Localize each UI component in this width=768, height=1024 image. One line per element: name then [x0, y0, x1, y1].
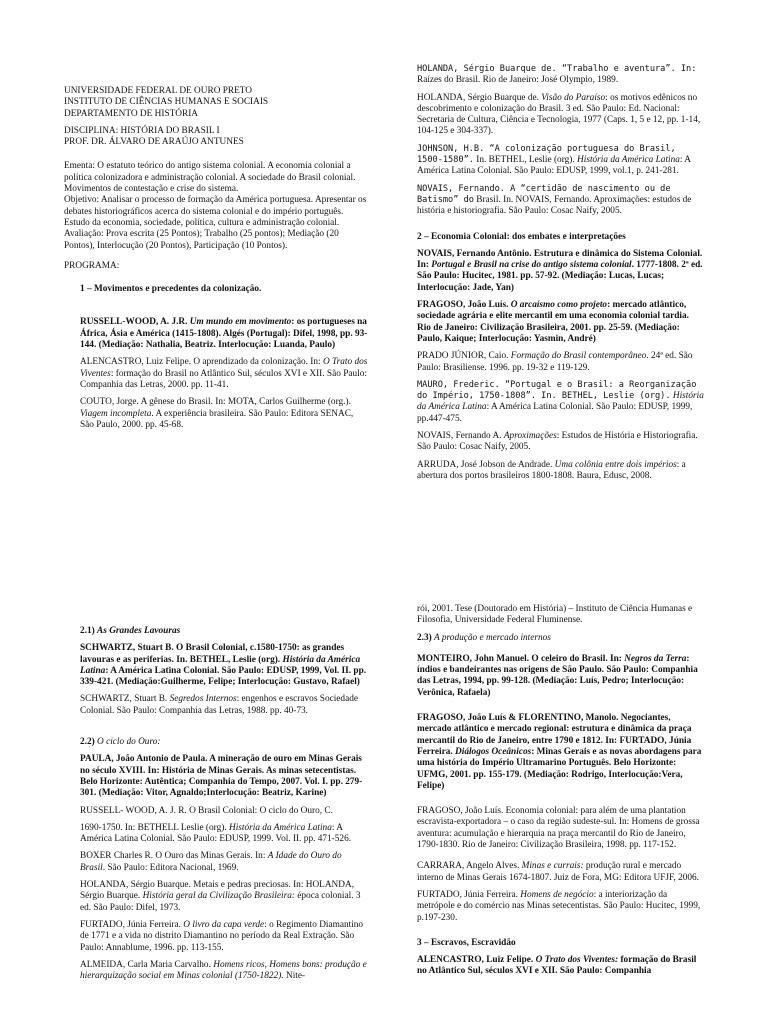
- reference-russell-wood-ouro-2: 1690-1750. In: BETHELL Leslie (org). História da América Latina: A América Latina Colonial. São Paulo: EDUSP, 1999. Vol. II. pp. 471-526.: [80, 822, 352, 845]
- reference-holanda-metais: HOLANDA, Sérgio Buarque. Metais e pedras preciosas. In: HOLANDA, Sérgio Buarque. História geral da Civilização Brasileira: época colonial. 3 ed. São Paulo: Difel, 1973.: [80, 880, 361, 913]
- reference-monteiro: MONTEIRO, John Manuel. O celeiro do Brasil. In: Negros da Terra: índios e bandeirantes nas origens de São Paulo. São Paulo: Companhia das Letras, 1994, pp. 99-128. (Mediação: Luís, Pedro; Interlocução: Verônica, Rafaela): [417, 653, 698, 698]
- discipline: DISCIPLINA: HISTÓRIA DO BRASIL I: [64, 125, 220, 136]
- reference-holanda-paraiso: HOLANDA, Sérgio Buarque de. Visão do Paraíso: os motivos edênicos no descobrimento e colonização do Brasil. 3 ed. São Paulo: Ed. Nacional: Secretaria de Cultura, Ciência e Tecnologia, 1977 (Caps. 1, 5 e 12, pp. 1-14, 104-125 e 304-337).: [417, 92, 701, 137]
- reference-alencastro-trato: ALENCASTRO, Luiz Felipe. O Trato dos Viventes: formação do Brasil no Atlântico Sul, séculos XVI e XII. São Paulo: Companhia: [417, 955, 697, 977]
- reference-fragoso-economia: FRAGOSO, João Luís. Economia colonial: para além de uma plantation escravista-exportadora – o caso da região sudeste-sul. In: Homens de grossa aventura: acumulação e hierarquia na praça mercantil do Rio de Janeiro, 1790-1830. Rio de Janeiro: Civilização Brasileira, 1998. pp. 117-152.: [417, 806, 700, 851]
- reference-couto: COUTO, Jorge. A gênese do Brasil. In: MOTA, Carlos Guilherme (org.). Viagem incompleta. A experiência brasileira. São Paulo: Editora SENAC, São Paulo, 2000. pp. 45-68.: [80, 397, 354, 430]
- department-name: DEPARTAMENTO DE HISTÓRIA: [64, 108, 199, 119]
- programa-label: PROGRAMA:: [64, 260, 120, 271]
- objetivo: Objetivo: Analisar o processo de formação da América portuguesa. Apresentar os debates historiográficos acerca do sistema colonial e do império português. Estudo da economia, sociedade, política, cultura e administração colonial.: [64, 195, 367, 228]
- section-2-3-title: 2.3) A produção e mercado internos: [417, 632, 551, 643]
- reference-schwartz-segredos: SCHWARTZ, Stuart B. Segredos Internos: engenhos e escravos Sociedade Colonial. São Paulo: Companhia das Letras, 1988. pp. 40-73.: [80, 694, 358, 716]
- reference-alencastro: ALENCASTRO, Luiz Felipe. O aprendizado da colonização. In: O Trato dos Viventes: formação do Brasil no Atlântico Sul, séculos XVI e XII. São Paulo: Companhia das Letras, 2000. pp. 11-41.: [80, 357, 368, 390]
- reference-almeida: ALMEIDA, Carla Maria Carvalho. Homens ricos, Homens bons: produção e hierarquização social em Minas colonial (1750-1822). Nite-: [80, 959, 367, 982]
- ementa: Ementa: O estatuto teórico do antigo sistema colonial. A economia colonial a política colonizadora e administração colonial. A sociedade do Brasil colonial. Movimentos de contestação e crise do sistema.: [64, 161, 356, 195]
- reference-furtado-capa-verde: FURTADO, Júnia Ferreira. O livro da capa verde: o Regimento Diamantino de 1771 e a vida no distrito Diamantino no período da Real Extração. São Paulo: Annablume, 1996. pp. 113-155.: [80, 919, 364, 953]
- top-right-column: [417, 64, 705, 488]
- reference-prado-junior: PRADO JÚNIOR, Caio. Formação do Brasil contemporâneo. 24ª ed. São Paulo: Brasiliense. 1996. pp. 19-32 e 119-129.: [417, 351, 693, 373]
- section-3-title: 3 – Escravos, Escravidão: [417, 937, 516, 948]
- bottom-right-column: [417, 604, 705, 984]
- reference-russell-wood: RUSSELL-WOOD, A. J.R. Um mundo em movimento: os portugueses na África, Ásia e América (1415-1808). Algés (Portugal): Difel, 1998, pp. 93-144. (Mediação: Nathalia, Beatriz. Interlocução: Luanda, Paulo): [80, 317, 368, 351]
- reference-boxer: BOXER Charles R. O Ouro das Minas Gerais. In: A Idade do Ouro do Brasil. São Paulo: Editora Nacional, 1969.: [80, 851, 342, 873]
- professor: PROF. DR. ÁLVARO DE ARAÚJO ANTUNES: [64, 137, 244, 148]
- section-1-title: 1 – Movimentos e precedentes da colonização.: [80, 284, 262, 295]
- bottom-left-column: [80, 626, 368, 988]
- university-name: UNIVERSIDADE FEDERAL DE OURO PRETO: [64, 86, 253, 96]
- reference-furtado-negocio: FURTADO, Júnia Ferreira. Homens de negócio: a interiorização da metrópole e do comércio nas Minas setecentistas. São Paulo: Hucitec, 1999, p.197-230.: [417, 889, 701, 923]
- reference-novais-estrutura: NOVAIS, Fernando Antônio. Estrutura e dinâmica do Sistema Colonial. In: Portugal e Brasil na crise do antigo sistema colonial. 1777-1808. 2ª ed. São Paulo: Hucitec, 1981. pp. 57-92. (Mediação: Lucas, Lucas; Interlocução: Jade, Yan): [417, 248, 703, 293]
- reference-arruda: ARRUDA, José Jobson de Andrade. Uma colônia entre dois impérios: a abertura dos portos brasileiros 1800-1808. Baura, Edusc, 2008.: [417, 459, 686, 481]
- reference-carrara: CARRARA, Angelo Alves. Minas e currais: produção rural e mercado interno de Minas Gerais 1674-1807. Juiz de Fora, MG: Editora UFJF, 2006.: [417, 861, 700, 883]
- top-left-column: [64, 86, 368, 431]
- reference-mauro: MAURO, Frederic. “Portugal e o Brasil: a Reorganização do Império, 1750-1808”. In. BETHEL, Leslie (org). História da América Latina: A América Latina Colonial. São Paulo: EDUSP, 1999, pp.447-475.: [417, 379, 704, 424]
- reference-almeida-continuation: rói, 2001. Tese (Doutorado em História) – Instituto de Ciência Humanas e Filosofia, Universidade Federal Fluminense.: [417, 604, 693, 626]
- section-2-title: 2 – Economia Colonial: dos embates e interpretações: [417, 231, 626, 242]
- institution-header: [64, 86, 368, 148]
- section-2-2-title: 2.2) O ciclo do Ouro:: [80, 737, 161, 748]
- section-2-1-title: 2.1) As Grandes Lavouras: [80, 626, 181, 636]
- reference-fragoso-florentino: FRAGOSO, João Luís & FLORENTINO, Manolo. Negociantes, mercado atlântico e mercado regional: estrutura e dinâmica da praça mercantil do Rio de Janeiro, entre 1790 e 1812. In: FURTADO, Júnia Ferreira. Diálogos Oceânicos: Minas Gerais e as novas abordagens para uma história do Império Ultramarino Português. Belo Horizonte: UFMG, 2001. pp. 155-179. (Mediação: Rodrigo, Interlocução:Vera, Felipe): [417, 713, 702, 791]
- reference-russell-wood-ouro-1: RUSSELL- WOOD, A. J. R. O Brasil Colonial: O ciclo do Ouro, C.: [80, 805, 333, 816]
- reference-novais-aproximacoes: NOVAIS, Fernando A. Aproximações: Estudos de História e Historiografia. São Paulo: Cosac Naify, 2005.: [417, 431, 698, 453]
- reference-holanda-raizes: HOLANDA, Sérgio Buarque de. “Trabalho e aventura”. In: Raízes do Brasil. Rio de Janeiro: José Olympio, 1989.: [417, 64, 697, 86]
- reference-novais-certidao: NOVAIS, Fernando. A “certidão de nascimento ou de Batismo” do Brasil. In. NOVAIS, Fernando. Aproximações: estudos de história e historiografia. São Paulo: Cosac Naify, 2005.: [417, 183, 692, 217]
- reference-johnson: JOHNSON, H.B. “A colonização portuguesa do Brasil, 1500-1580”. In. BETHEL, Leslie (org). História da América Latina: A América Latina Colonial. São Paulo: EDUSP, 1999, vol.1, p. 241-281.: [417, 143, 691, 177]
- reference-schwartz-brasil-colonial: SCHWARTZ, Stuart B. O Brasil Colonial, c.1580-1750: as grandes lavouras e as periferias. In. BETHEL, Leslie (org). História da América Latina: A América Latina Colonial. São Paulo: EDUSP, 1999, Vol. II. pp. 339-421. (Mediação:Guilherme, Felipe; Interlocução: Gustavo, Rafael): [80, 643, 367, 688]
- reference-fragoso-arcaismo: FRAGOSO, João Luís. O arcaísmo como projeto: mercado atlântico, sociedade agrária e elite mercantil em uma economia colonial tardia. Rio de Janeiro: Civilização Brasileira, 2001. pp. 25-59. (Mediação: Paulo, Kaique; Interlocução: Yasmin, André): [417, 300, 689, 344]
- avaliacao: Avaliação: Prova escrita (25 Pontos); Trabalho (25 pontos); Mediação (20 Pontos), Interlocução (20 Pontos), Participação (10 Pontos).: [64, 229, 339, 251]
- institute-name: INSTITUTO DE CIÊNCIAS HUMANAS E SOCIAIS: [64, 97, 269, 108]
- reference-paula: PAULA, João Antonio de Paula. A mineração de ouro em Minas Gerais no século XVIII. In: História de Minas Gerais. As minas setecentistas. Belo Horizonte: Autêntica; Companhia do Tempo, 2007. Vol. I. pp. 279-301. (Mediação: Vitor, Agnaldo;Interlocução: Beatriz, Karine): [80, 754, 363, 799]
